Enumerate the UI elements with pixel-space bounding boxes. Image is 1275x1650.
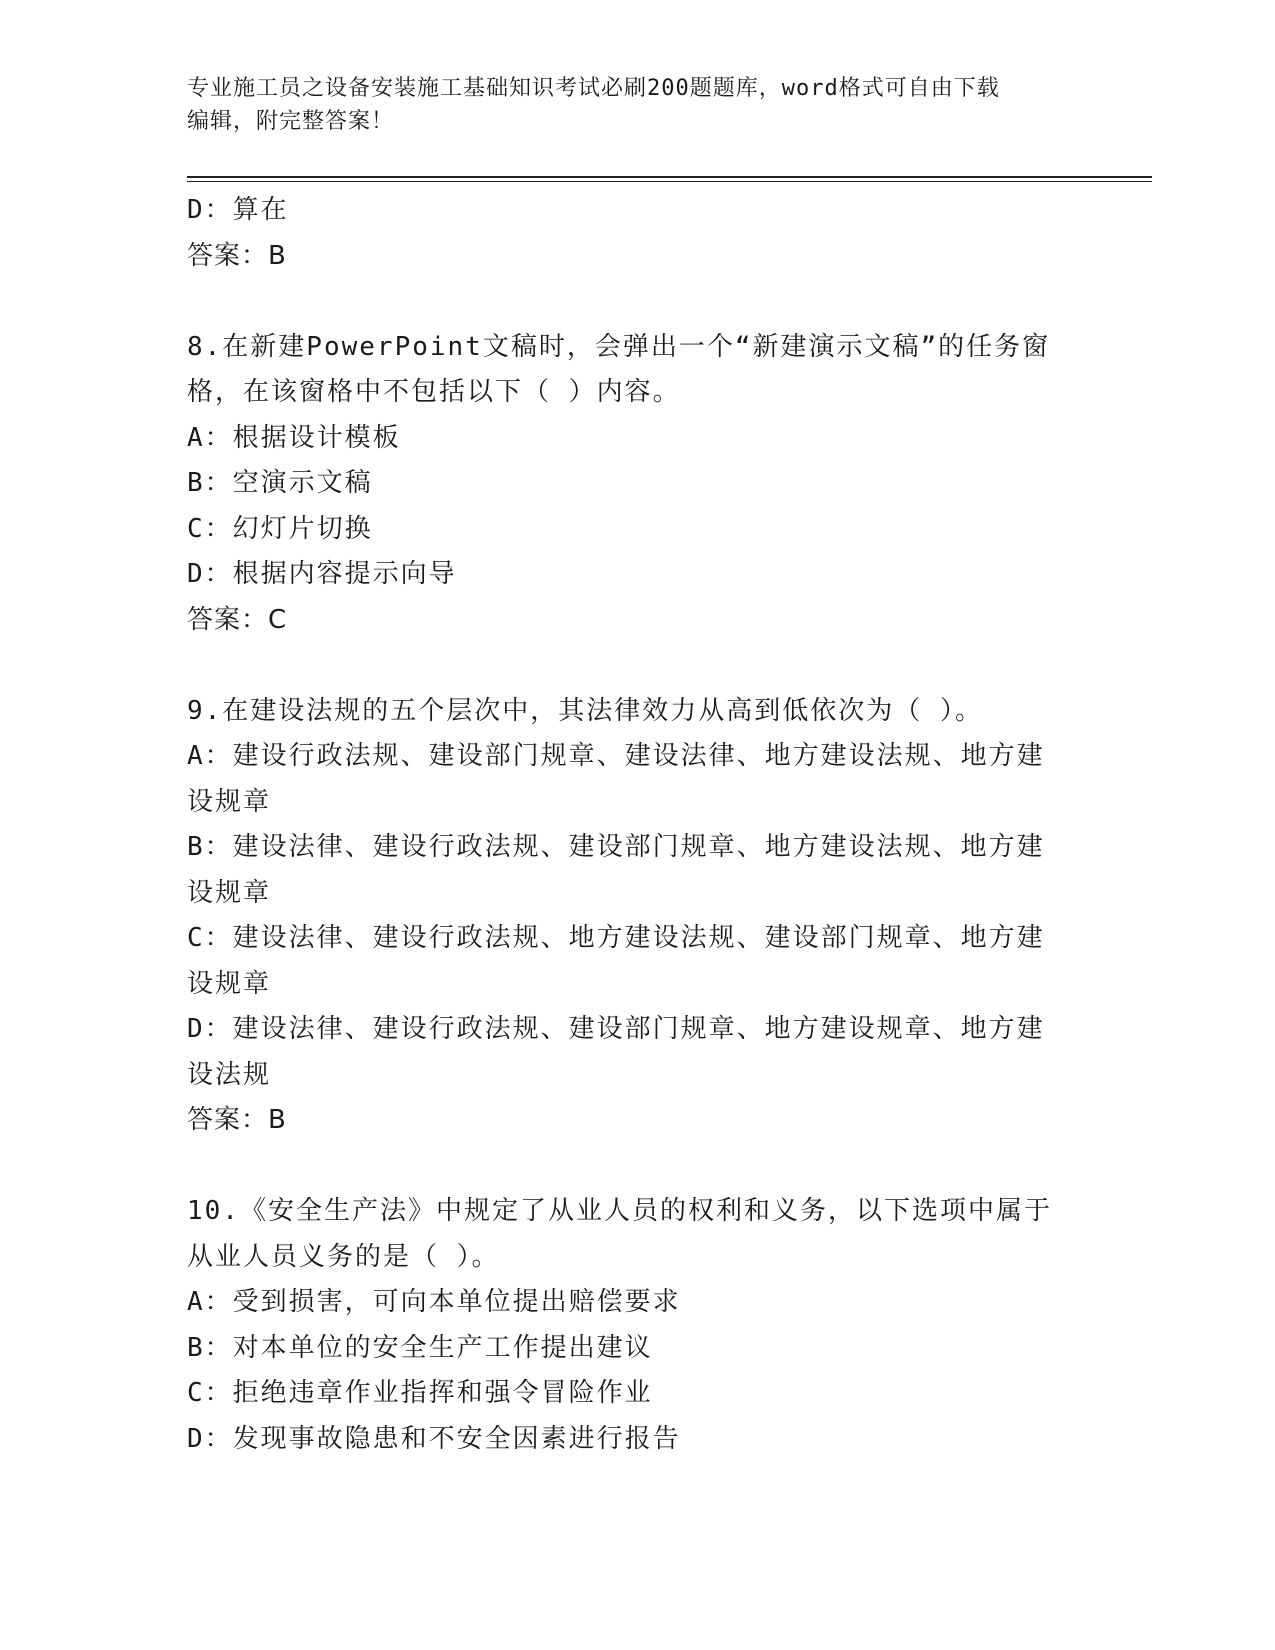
option-a: A：根据设计模板 (187, 422, 401, 453)
header-title-line-1: 专业施工员之设备安装施工基础知识考试必刷200题题库，word格式可自由下载 (187, 76, 1000, 101)
option-d-continued: 设法规 (187, 1059, 272, 1090)
answer-line: 答案：B (187, 1105, 287, 1135)
option-b-continued: 设规章 (187, 877, 272, 908)
header-title-line-2: 编辑，附完整答案！ (187, 109, 395, 134)
question-10 (187, 1189, 1077, 1462)
question-stem-line: 9.在建设法规的五个层次中，其法律效力从高到低依次为（ ）。 (187, 695, 983, 726)
question-stem-line: 格，在该窗格中不包括以下（ ）内容。 (187, 377, 681, 407)
page-header (187, 72, 1067, 138)
option-c: C：幻灯片切换 (187, 513, 373, 544)
option-d: D：发现事故隐患和不安全因素进行报告 (187, 1423, 681, 1454)
option-a: A：建设行政法规、建设部门规章、建设法律、地方建设法规、地方建 (187, 741, 1045, 771)
question-stem-line: 从业人员义务的是（ ）。 (187, 1241, 500, 1272)
option-d: D：根据内容提示向导 (187, 559, 457, 589)
option-d: D：算在 (187, 195, 289, 225)
question-8 (187, 325, 1077, 644)
option-b: B：建设法律、建设行政法规、建设部门规章、地方建设法规、地方建 (187, 832, 1045, 862)
option-c: C：建设法律、建设行政法规、地方建设法规、建设部门规章、地方建 (187, 923, 1045, 953)
previous-question-tail (187, 188, 1077, 279)
question-stem-line: 10.《安全生产法》中规定了从业人员的权利和义务，以下选项中属于 (187, 1196, 1052, 1226)
header-divider (187, 176, 1152, 178)
question-9 (187, 689, 1077, 1144)
answer-line: 答案：B (187, 240, 287, 271)
spacer (187, 279, 1077, 325)
option-c-continued: 设规章 (187, 968, 272, 999)
option-b: B：空演示文稿 (187, 468, 373, 498)
option-c: C：拒绝违章作业指挥和强令冒险作业 (187, 1378, 653, 1408)
option-a: A：受到损害，可向本单位提出赔偿要求 (187, 1287, 681, 1317)
option-d: D：建设法律、建设行政法规、建设部门规章、地方建设规章、地方建 (187, 1014, 1045, 1044)
spacer (187, 643, 1077, 689)
header-divider-thin (187, 181, 1152, 182)
question-content (187, 188, 1077, 1462)
option-a-continued: 设规章 (187, 786, 272, 817)
option-b: B：对本单位的安全生产工作提出建议 (187, 1332, 653, 1363)
question-stem-line: 8.在新建PowerPoint文稿时，会弹出一个“新建演示文稿”的任务窗 (187, 331, 1051, 362)
spacer (187, 1144, 1077, 1190)
answer-line: 答案：C (187, 604, 288, 635)
